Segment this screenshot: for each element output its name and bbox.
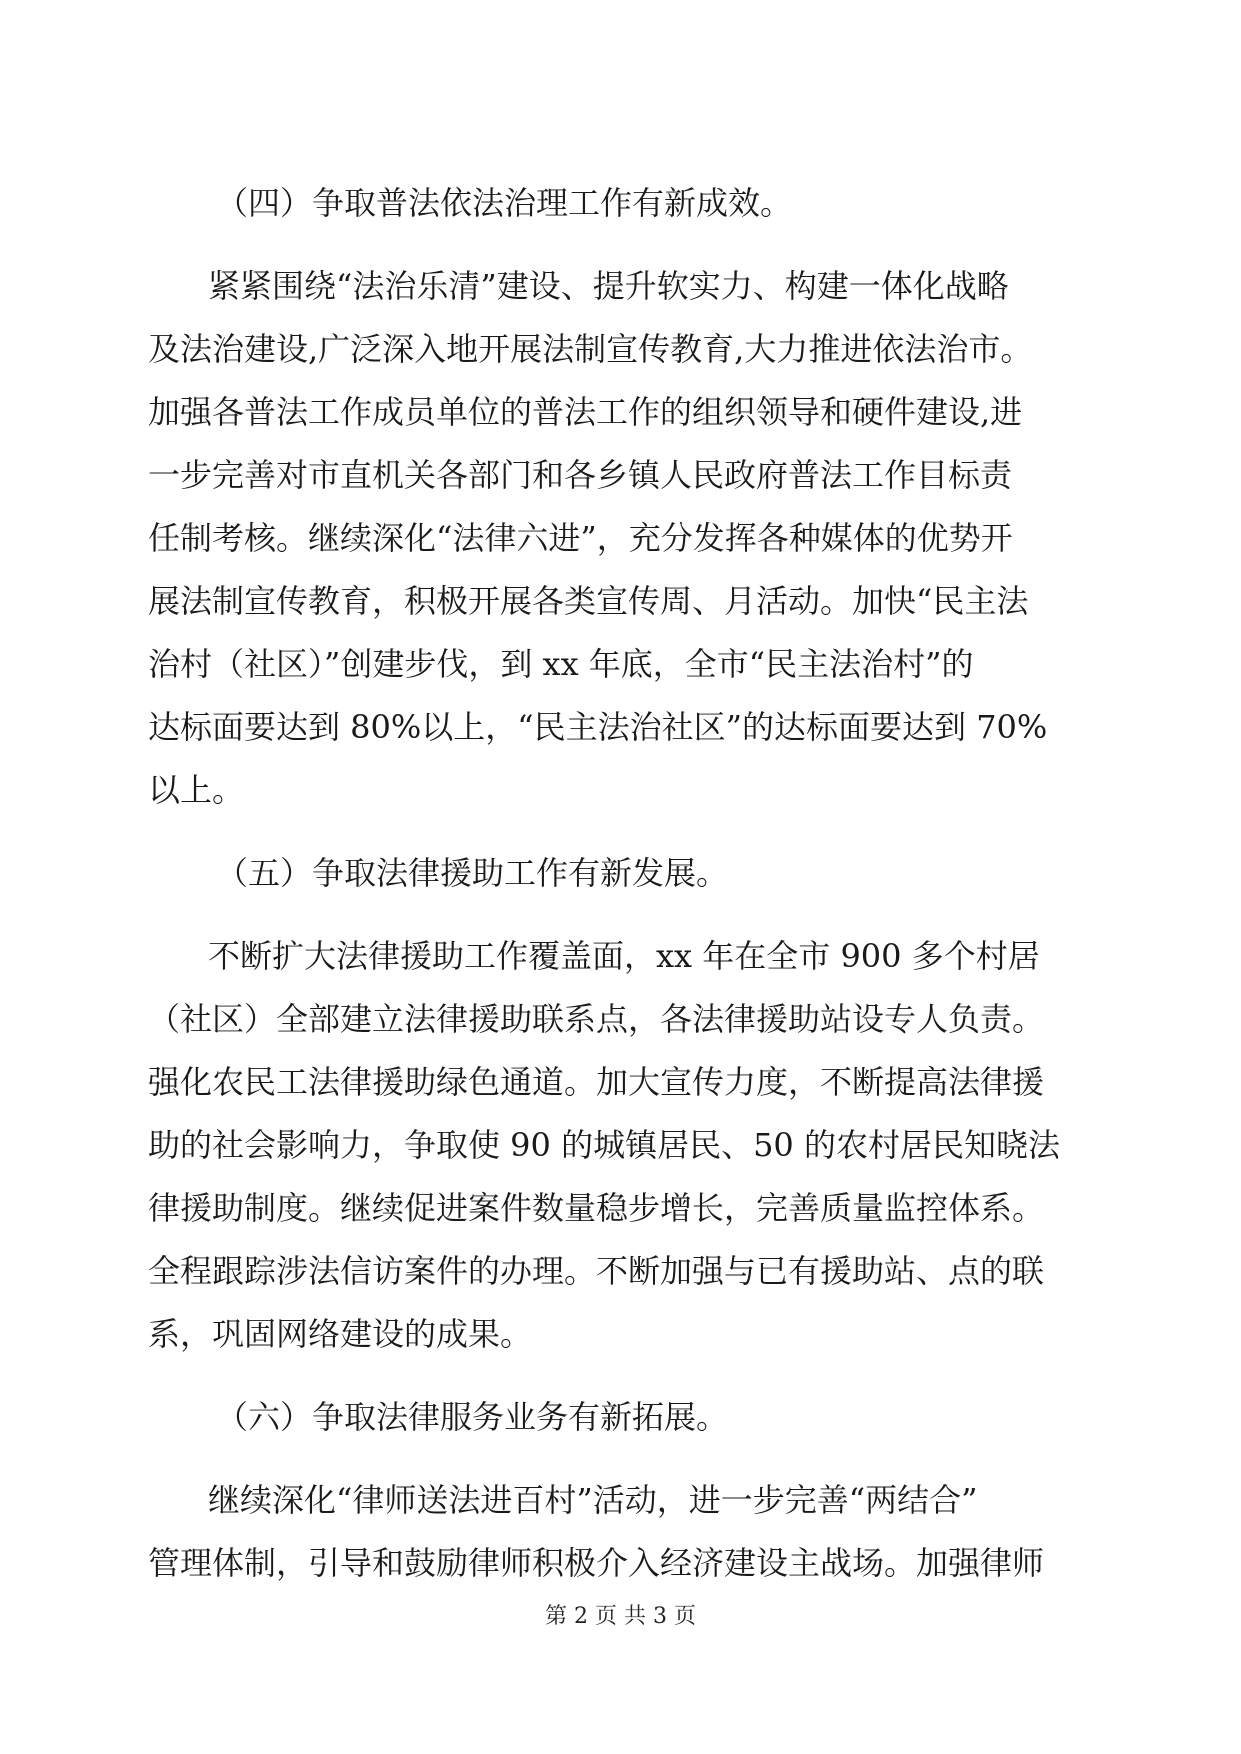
text-line: 任制考核。继续深化“法律六进”，充分发挥各种媒体的优势开 [148,519,1013,557]
text-line: （四）争取普法依法治理工作有新成效。 [216,184,793,222]
paragraph-line [0,697,1241,757]
paragraph-line [0,1533,1241,1593]
section-heading-6 [0,1387,1241,1447]
text-line: 及法治建设,广泛深入地开展法制宣传教育,大力推进依法治市。 [148,330,1033,368]
text-line: 不断扩大法律援助工作覆盖面，xx 年在全市 900 多个村居 [208,937,1040,975]
text-line: 一步完善对市直机关各部门和各乡镇人民政府普法工作目标责 [148,456,1013,494]
text-line: 系，巩固网络建设的成果。 [148,1315,533,1353]
paragraph-line [0,1052,1241,1112]
text-line: 以上。 [148,771,245,809]
text-line: 治村（社区）”创建步伐，到 xx 年底，全市“民主法治村”的 [148,645,974,683]
text-line: 强化农民工法律援助绿色通道。加大宣传力度，不断提高法律援 [148,1063,1045,1101]
paragraph-line [0,1241,1241,1301]
paragraph-line [0,382,1241,442]
text-line: 继续深化“律师送法进百村”活动，进一步完善“两结合” [208,1481,978,1519]
paragraph-line [0,508,1241,568]
paragraph-line [0,1178,1241,1238]
paragraph-line [0,926,1241,986]
text-line: 管理体制，引导和鼓励律师积极介入经济建设主战场。加强律师 [148,1544,1045,1582]
paragraph-line [0,445,1241,505]
text-line: 律援助制度。继续促进案件数量稳步增长，完善质量监控体系。 [148,1189,1045,1227]
paragraph-line [0,256,1241,316]
section-heading-5 [0,843,1241,903]
paragraph-line [0,1470,1241,1530]
text-line: （六）争取法律服务业务有新拓展。 [216,1398,729,1436]
paragraph-line [0,319,1241,379]
text-line: （社区）全部建立法律援助联系点，各法律援助站设专人负责。 [148,1000,1045,1038]
paragraph-line [0,634,1241,694]
paragraph-line [0,760,1241,820]
text-line: 加强各普法工作成员单位的普法工作的组织领导和硬件建设,进 [148,393,1023,431]
text-line: 紧紧围绕“法治乐清”建设、提升软实力、构建一体化战略 [208,267,1009,305]
text-line: 展法制宣传教育，积极开展各类宣传周、月活动。加快“民主法 [148,582,1029,620]
text-line: 达标面要达到 80%以上，“民主法治社区”的达标面要达到 70% [148,708,1048,746]
paragraph-line [0,1115,1241,1175]
paragraph-line [0,571,1241,631]
page-number-footer: 第 2 页 共 3 页 [545,1604,696,1629]
text-line: 全程跟踪涉法信访案件的办理。不断加强与已有援助站、点的联 [148,1252,1045,1290]
paragraph-line [0,1304,1241,1364]
text-line: 助的社会影响力，争取使 90 的城镇居民、50 的农村居民知晓法 [148,1126,1060,1164]
text-line: （五）争取法律援助工作有新发展。 [216,854,729,892]
paragraph-line [0,989,1241,1049]
section-heading-4 [0,173,1241,233]
